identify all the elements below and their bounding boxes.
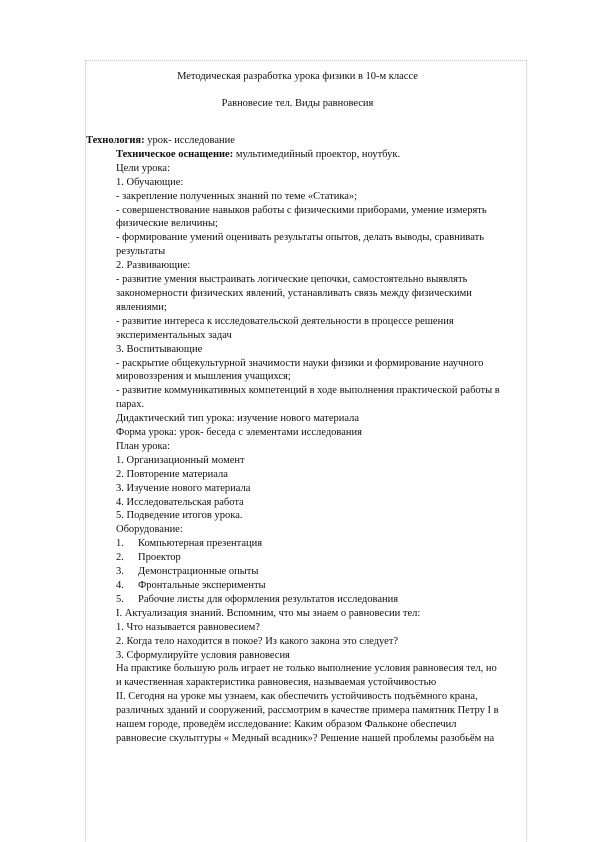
list-item: 4. Фронтальные эксперименты — [116, 580, 266, 591]
text-line: 2. Повторение материала — [116, 468, 228, 480]
text-line: Дидактический тип урока: изучение нового материала — [116, 413, 360, 425]
text-line: 3. Сформулируйте условия равновесия — [116, 649, 290, 661]
text-line: - раскрытие общекультурной значимости науки физики и формирование научного — [116, 357, 484, 369]
list-item: 5. Рабочие листы для оформления результатов исследования — [116, 593, 399, 605]
text-line: Оборудование: — [116, 524, 183, 536]
text-line: 1. Обучающие: — [116, 176, 184, 188]
text-line: 3. Изучение нового материала — [116, 482, 251, 494]
text-line: экспериментальных задач — [116, 329, 232, 341]
text-line: - закрепление полученных знаний по теме «Статика»; — [116, 190, 358, 202]
list-item: 1. Компьютерная презентация — [116, 538, 263, 550]
text-line: 3. Воспитывающие — [116, 343, 203, 355]
text-line: парах. — [116, 399, 145, 411]
text-line: Форма урока: урок- беседа с элементами исследования — [116, 427, 362, 439]
text-line: 5. Подведение итогов урока. — [116, 510, 243, 522]
lesson-body — [86, 607, 530, 746]
equipment-line: Техническое оснащение: мультимедийный проектор, ноутбук. — [116, 148, 401, 160]
text-line: мировоззрения и мышления учащихся; — [116, 371, 291, 383]
text-line: 2. Когда тело находится в покое? Из какого закона это следует? — [116, 635, 399, 647]
text-line: - развитие интереса к исследовательской деятельности в процессе решения — [116, 315, 454, 327]
text-line: На практике большую роль играет не только выполнение условия равновесия тел, но — [116, 663, 497, 675]
document-subtitle: Методическая разработка урока физики в 10-м классе — [177, 71, 418, 82]
text-line: 1. Организационный момент — [116, 454, 245, 466]
text-line: 1. Что называется равновесием? — [116, 621, 260, 633]
text-line: - совершенствование навыков работы с физическими приборами, умение измерять — [116, 204, 487, 216]
technology-line: Технология: урок- исследование — [86, 135, 235, 146]
document-body — [86, 134, 530, 746]
text-line: закономерности физических явлений, устанавливать связь между физическими — [116, 287, 472, 299]
text-line: 2. Развивающие: — [116, 260, 191, 272]
text-line: нашем городе, проведём исследование: Каким образом Фальконе обеспечил — [116, 719, 457, 731]
text-line: II. Сегодня на уроке мы узнаем, как обеспечить устойчивость подъёмного крана, — [116, 691, 478, 703]
goals-and-plan — [86, 162, 530, 537]
text-line: равновесие скульптуры « Медный всадник»? Решение нашей проблемы разобьём на — [116, 732, 495, 744]
text-line: - формирование умений оценивать результаты опытов, делать выводы, сравнивать — [116, 232, 484, 244]
text-line: I. Актуализация знаний. Вспомним, что мы знаем о равновесии тел: — [116, 607, 421, 619]
text-line: 4. Исследовательская работа — [116, 496, 244, 508]
list-item: 3. Демонстрационные опыты — [116, 566, 259, 578]
text-line: - развитие коммуникативных компетенций в ходе выполнения практической работы в — [116, 385, 500, 397]
text-line: физические величины; — [116, 218, 218, 230]
list-item: 2. Проектор — [116, 552, 181, 564]
text-line: результаты — [116, 246, 166, 258]
equipment-list — [86, 537, 530, 607]
text-line: План урока: — [116, 440, 170, 452]
text-line: Цели урока: — [116, 162, 170, 174]
text-line: и качественная характеристика равновесия, называемая устойчивостью — [116, 677, 437, 689]
text-line: явлениями; — [116, 301, 167, 313]
text-line: - развитие умения выстраивать логические цепочки, самостоятельно выявлять — [116, 274, 468, 286]
text-line: различных зданий и сооружений, рассмотрим в качестве примера памятник Петру I в — [116, 705, 499, 717]
document-title: Равновесие тел. Виды равновесия — [221, 98, 374, 109]
